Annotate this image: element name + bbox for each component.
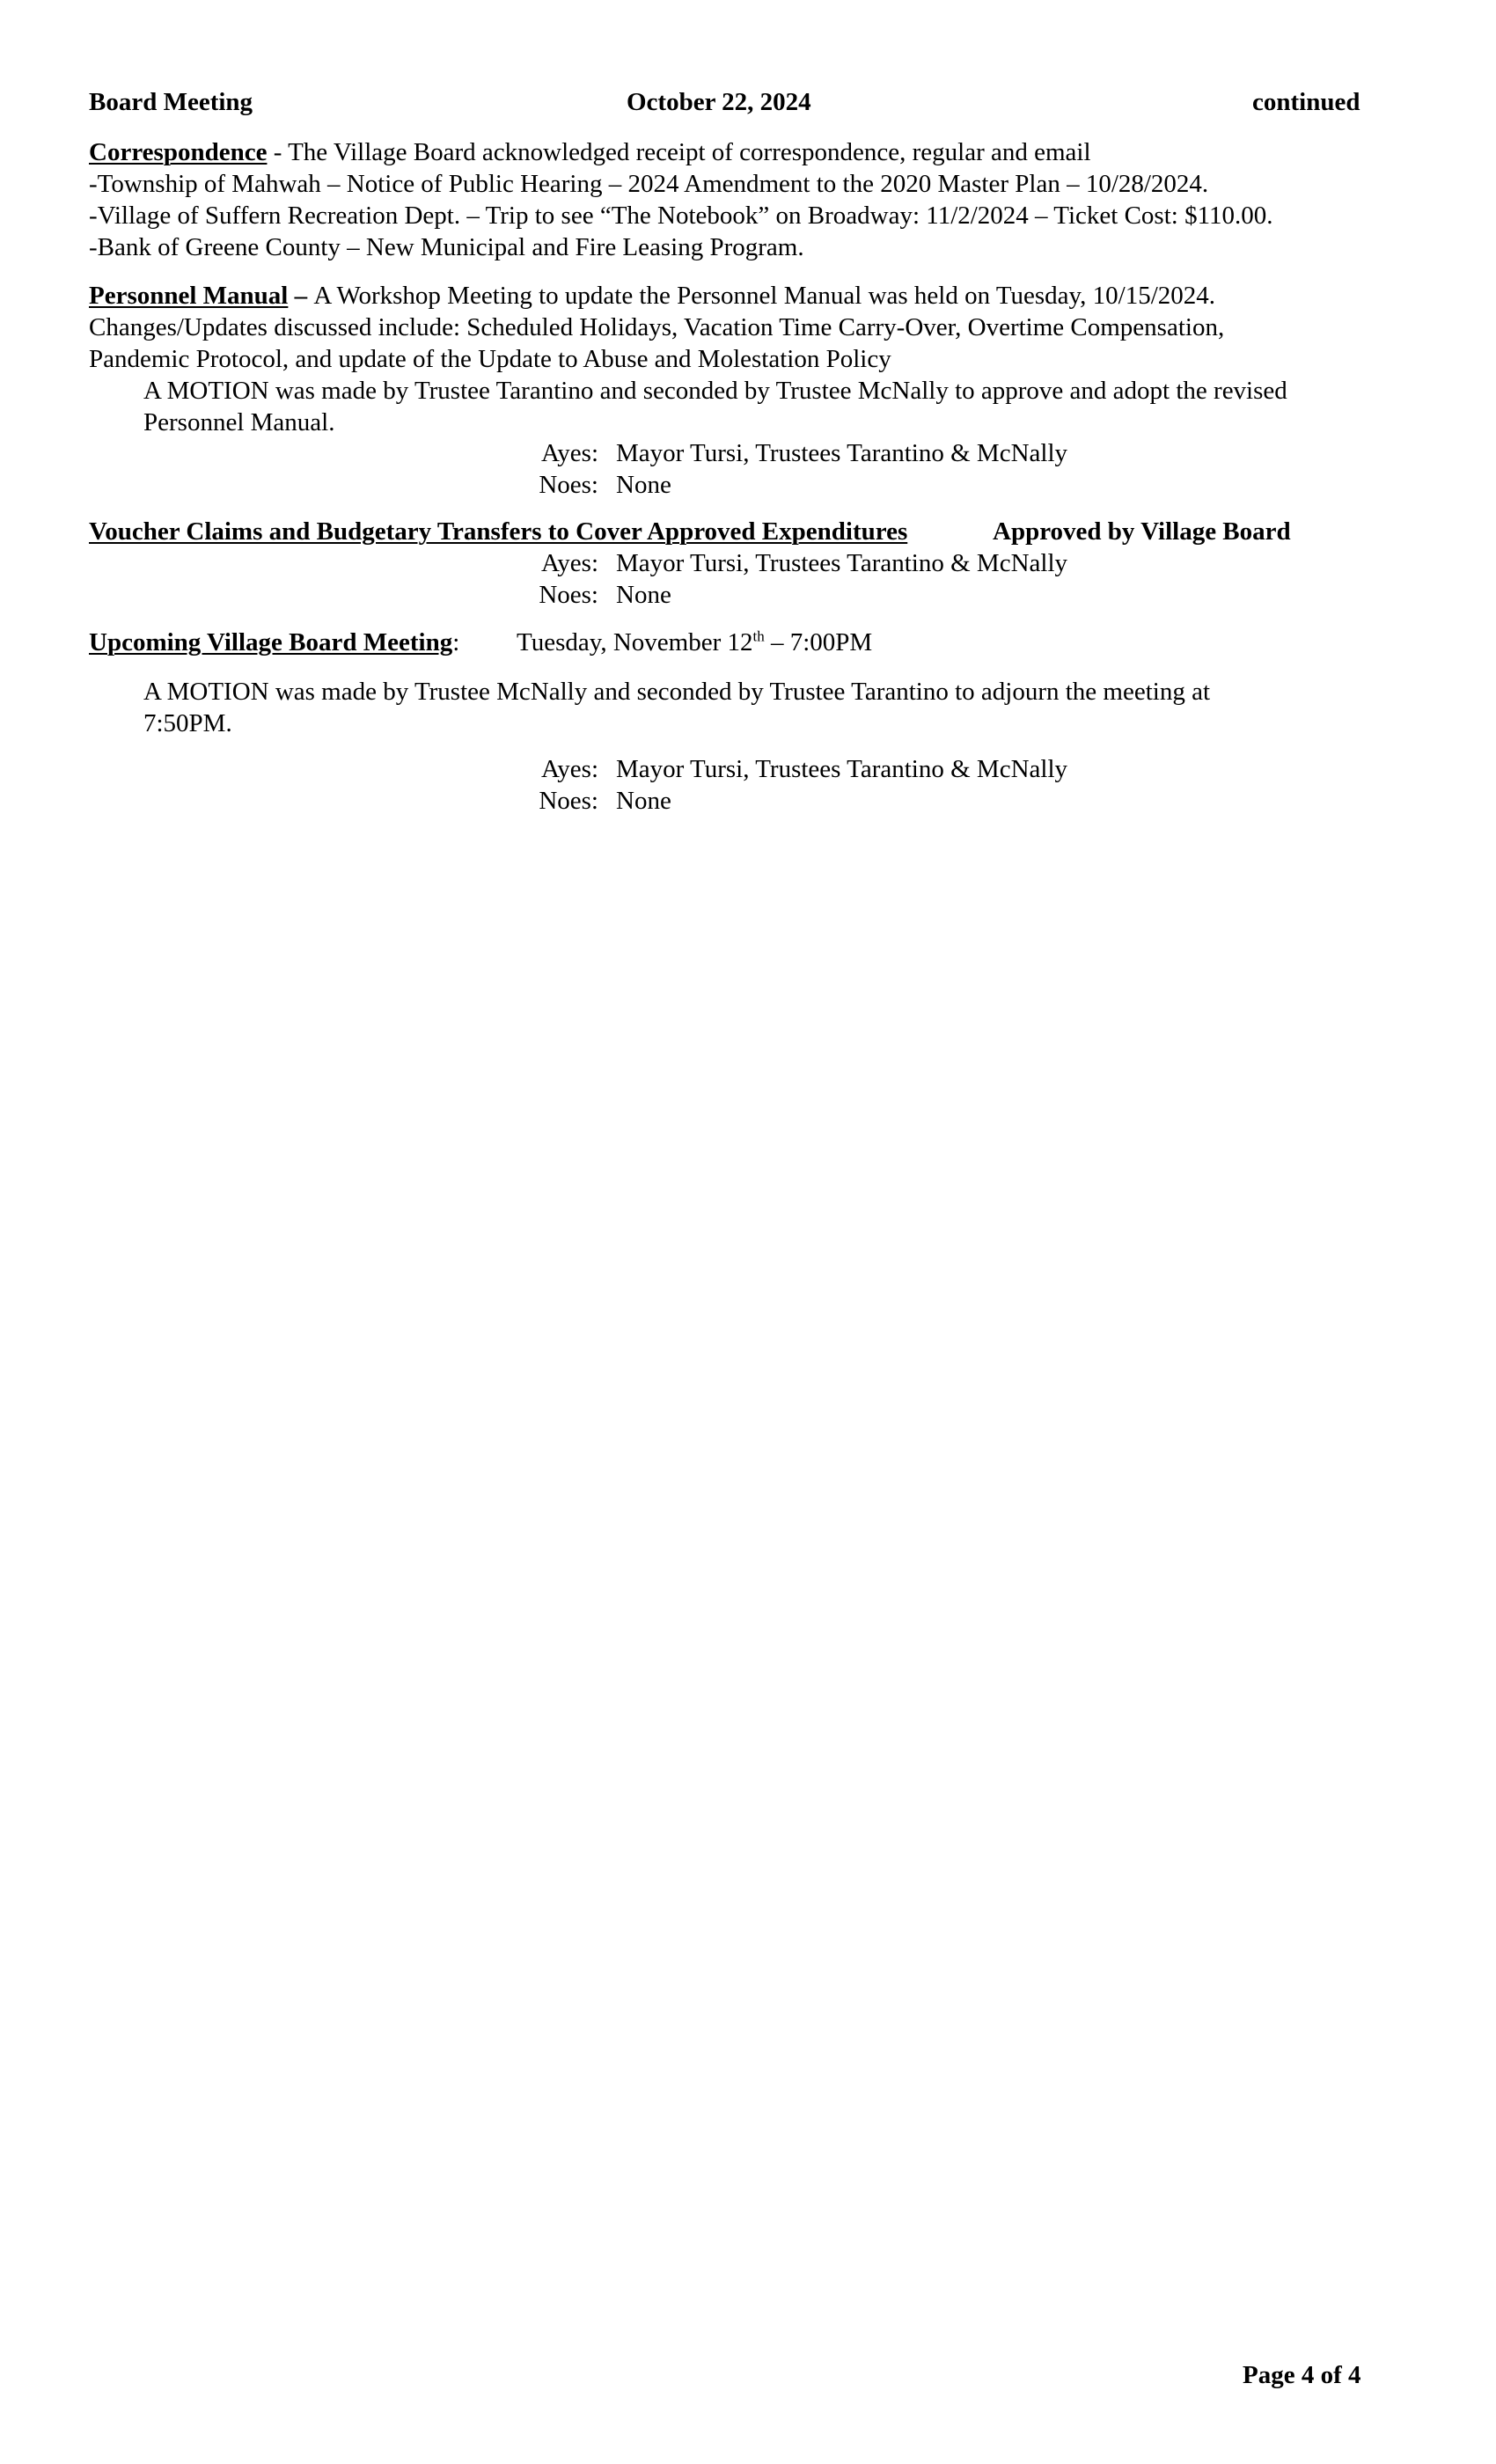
personnel-dash: – [288,282,314,310]
ayes-value: Mayor Tursi, Trustees Tarantino & McNally [616,549,1068,577]
voucher-status: Approved by Village Board [993,517,1291,546]
correspondence-item: -Village of Suffern Recreation Dept. – Trip to see “The Notebook” on Broadway: 11/2/2024 – Ticket Cost: $110.00. [89,202,1273,230]
personnel-noes-row [528,469,1232,501]
header-continued: continued [1252,88,1360,116]
upcoming-colon: : [452,628,460,656]
noes-label: Noes: [539,787,598,815]
personnel-line-1: A Workshop Meeting to update the Personnel Manual was held on Tuesday, 10/15/2024. [313,282,1216,310]
noes-value: None [616,787,671,815]
adjourn-ayes-row [528,753,1232,785]
page-number: Page 4 of 4 [1243,2361,1361,2389]
adjourn-motion-line-2: 7:50PM. [143,709,232,737]
correspondence-item: -Bank of Greene County – New Municipal and Fire Leasing Program. [89,233,804,261]
personnel-motion-line-2: Personnel Manual. [143,408,335,436]
ayes-value: Mayor Tursi, Trustees Tarantino & McNally [616,755,1068,783]
header-meeting-date: October 22, 2024 [627,88,811,116]
personnel-intro-line [89,280,1215,312]
upcoming-heading: Upcoming Village Board Meeting [89,628,453,656]
personnel-motion-line-1: A MOTION was made by Trustee Tarantino and seconded by Trustee McNally to approve and adopt the revised [143,377,1287,405]
ayes-value: Mayor Tursi, Trustees Tarantino & McNally [616,439,1068,467]
adjourn-noes-row [528,785,1232,817]
noes-label: Noes: [539,581,598,609]
ayes-label: Ayes: [541,755,598,783]
upcoming-date: Tuesday, November 12th – 7:00PM [517,627,873,656]
adjourn-motion-line-1: A MOTION was made by Trustee McNally and seconded by Trustee Tarantino to adjourn the meeting at [143,678,1211,706]
personnel-line-2: Changes/Updates discussed include: Scheduled Holidays, Vacation Time Carry-Over, Overtime Compensation, [89,313,1225,341]
personnel-heading: Personnel Manual [89,282,289,310]
noes-value: None [616,471,671,499]
personnel-ayes-row [528,437,1232,469]
personnel-line-3: Pandemic Protocol, and update of the Update to Abuse and Molestation Policy [89,345,891,373]
correspondence-intro: - The Village Board acknowledged receipt of correspondence, regular and email [267,138,1091,166]
header-meeting-type: Board Meeting [89,88,253,116]
correspondence-intro-line [89,136,1091,168]
voucher-ayes-row [528,547,1232,579]
voucher-heading: Voucher Claims and Budgetary Transfers to Cover Approved Expenditures [89,517,908,546]
noes-value: None [616,581,671,609]
ayes-label: Ayes: [541,549,598,577]
ayes-label: Ayes: [541,439,598,467]
voucher-noes-row [528,579,1232,611]
noes-label: Noes: [539,471,598,499]
correspondence-item: -Township of Mahwah – Notice of Public Hearing – 2024 Amendment to the 2020 Master Plan – 10/28/2024. [89,170,1209,198]
correspondence-heading: Correspondence [89,138,268,166]
upcoming-meeting-line [89,627,459,658]
